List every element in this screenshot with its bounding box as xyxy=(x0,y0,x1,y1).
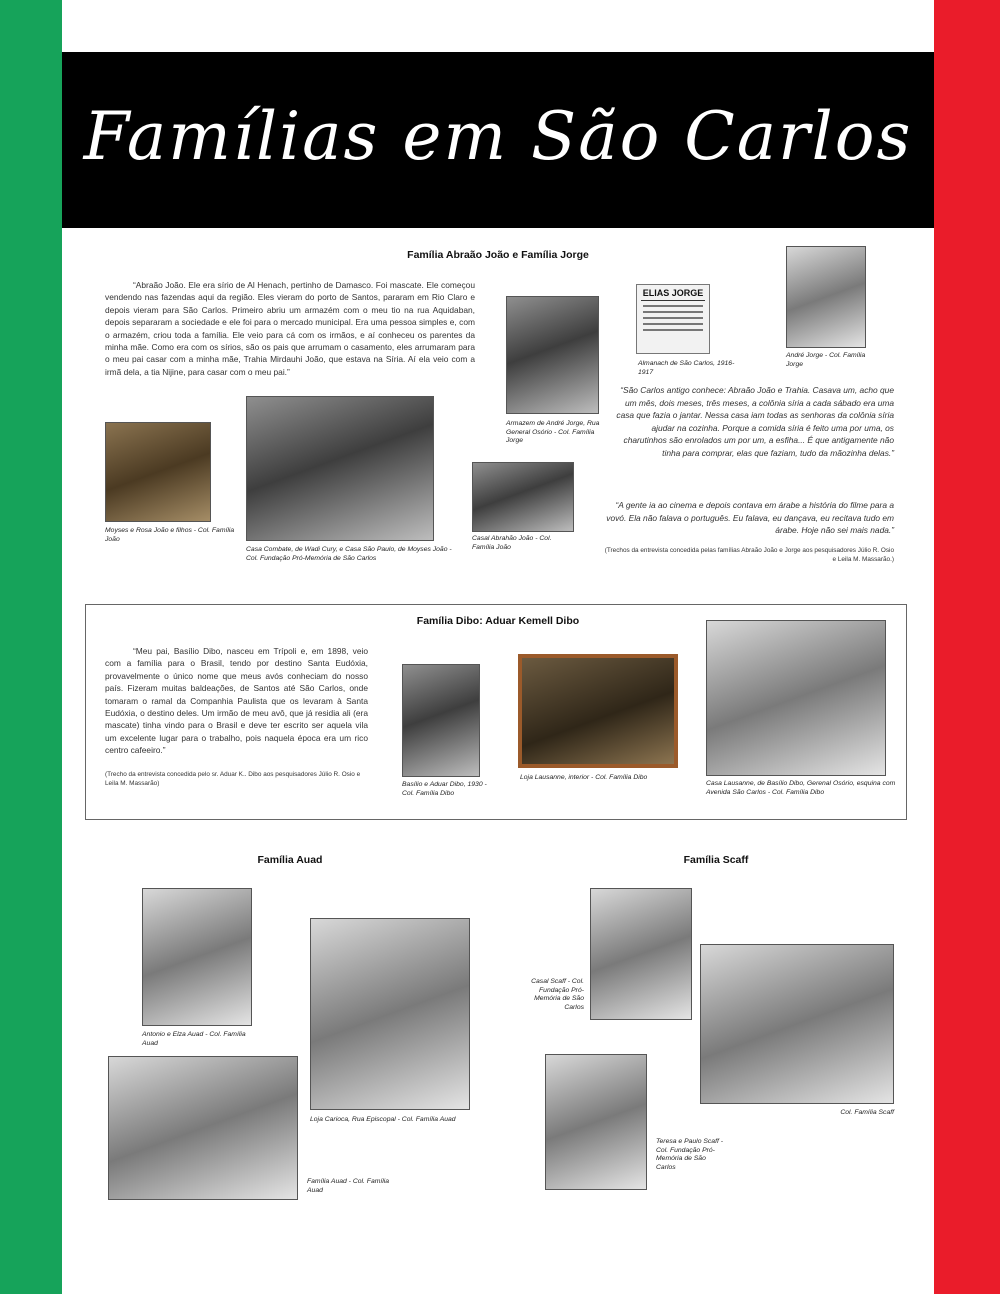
photo-armazem-andre xyxy=(506,296,599,414)
section-title-scaff: Família Scaff xyxy=(683,854,749,866)
caption-almanach: Almanach de São Carlos, 1916-1917 xyxy=(638,360,735,376)
caption-loja-lausanne-interior: Loja Lausanne, interior - Col. Família Dibo xyxy=(520,774,648,781)
quote-abraao: “Abraão João. Ele era sírio de Al Henach, pertinho de Damasco. Foi mascate. Ele começou vendendo nas fazendas aqui da região. Eles vieram do porto de Santos, pararam em Rio Claro e depois vieram para São Carlos. Primeiro abriu um armazém com o meu tio na rua Aquidaban, depois separaram a sociedade e ele foi para o mercado municipal. Era uma pessoa simples e, com o armazém, criou toda a família. Ele veio para cá com os irmãos, e aí conheceu os parentes da minha mãe. Como era com os sírios, são os pais que arrumam o casamento, eles arrumaram para o meu pai casar com a minha mãe, Trahia Mirdauhi João, que estava na Síria. Aí ela veio com a irmã dela, a tia Nijine, para casar com o meu pai.” xyxy=(105,280,475,377)
quote-colonia-siria: “São Carlos antigo conhece: Abraão João e Trahia. Casava um, acho que um mês, dois meses, três meses, a colônia síria a cada sábado era uma casa que fazia o jantar. Nessa casa iam todas as senhoras da colônia síria ajudar na cozinha. Porque a comida síria é feito uma por uma, os charutinhos são enrolados um por um, a esfiha... É que antigamente não tinha para comprar, elas que faziam, tudo da mãozinha delas.” xyxy=(616,385,894,458)
photo-casal-abrahao xyxy=(472,462,574,532)
red-stripe xyxy=(934,0,1000,1294)
caption-armazem-andre: Armazem de André Jorge, Rua General Osório - Col. Família Jorge xyxy=(506,420,600,445)
caption-teresa-paulo: Teresa e Paulo Scaff - Col. Fundação Pró-Memória de São Carlos xyxy=(656,1138,723,1171)
caption-loja-carioca: Loja Carioca, Rua Episcopal - Col. Família Auad xyxy=(310,1116,456,1123)
interview-note-1: (Trechos da entrevista concedida pelas famílias Abraão João e Jorge aos pesquisadores Júlio R. Osio e Leila M. Massarão.) xyxy=(604,547,894,563)
almanac-line xyxy=(643,323,703,325)
caption-moyses-rosa: Moyses e Rosa João e filhos - Col. Família João xyxy=(105,527,235,543)
caption-antonio-elza: Antonio e Elza Auad - Col. Família Auad xyxy=(142,1031,246,1047)
caption-familia-auad: Família Auad - Col. Família Auad xyxy=(307,1178,390,1194)
almanac-line xyxy=(643,329,703,331)
photo-casa-combate xyxy=(246,396,434,541)
page-title: Famílias em São Carlos xyxy=(83,98,913,175)
section-title-auad: Família Auad xyxy=(257,854,323,866)
title-banner xyxy=(62,52,934,228)
photo-andre-jorge xyxy=(786,246,866,348)
photo-basilio-aduar xyxy=(402,664,480,777)
almanac-name: ELIAS JORGE xyxy=(641,288,705,301)
photo-familia-scaff xyxy=(700,944,894,1104)
quote-cinema: “A gente ia ao cinema e depois contava em árabe a história do filme para a vovó. Ela não falava o português. Eu falava, eu dançava, eu recitava tudo em árabe. Hoje não sei mais nada.” xyxy=(606,500,894,536)
almanac-line xyxy=(643,305,703,307)
photo-loja-lausanne-interior xyxy=(518,654,678,768)
photo-casa-lausanne xyxy=(706,620,886,776)
photo-moyses-rosa xyxy=(105,422,211,522)
photo-casal-scaff xyxy=(590,888,692,1020)
caption-casa-combate: Casa Combate, de Wadi Cury, e Casa São Paulo, de Moyses João - Col. Fundação Pró-Memória de São Carlos xyxy=(246,546,452,562)
section-title-abraao-jorge: Família Abraão João e Família Jorge xyxy=(407,249,589,261)
photo-teresa-paulo xyxy=(545,1054,647,1190)
photo-antonio-elza xyxy=(142,888,252,1026)
caption-col-familia-scaff: Col. Família Scaff xyxy=(840,1109,894,1116)
green-stripe xyxy=(0,0,62,1294)
caption-casal-scaff: Casal Scaff - Col. Fundação Pró-Memória de São Carlos xyxy=(531,978,584,1011)
photo-loja-carioca xyxy=(310,918,470,1110)
almanac-line xyxy=(643,317,703,319)
interview-note-2: (Trecho da entrevista concedida pelo sr. Aduar K.. Dibo aos pesquisadores Júlio R. Osio e Leila M. Massarão) xyxy=(105,771,361,787)
quote-dibo: “Meu pai, Basílio Dibo, nasceu em Trípoli e, em 1898, veio com a família para o Brasil, tendo por destino Santa Eudóxia, provavelmente o único nome que meus avós conheciam do nosso país. Fizeram muitas baldeações, de Santos até São Carlos, onde tomaram o ramal da Companhia Paulista que os levaram à Santa Eudóxia, o destino deles. Um irmão de meu avô, que já residia ali (era mascate) tinha vindo para o Brasil e deve ter escrito ser aquela vila um excelente lugar para o trabalho, pois naquela época era um rico centro cafeeiro.” xyxy=(105,646,368,756)
photo-familia-auad xyxy=(108,1056,298,1200)
caption-casal-abrahao: Casal Abrahão João - Col. Família João xyxy=(472,535,552,551)
caption-andre-jorge: André Jorge - Col. Família Jorge xyxy=(786,352,866,368)
section-title-dibo: Família Dibo: Aduar Kemell Dibo xyxy=(416,615,580,627)
almanac-clipping xyxy=(636,284,710,354)
caption-casa-lausanne: Casa Lausanne, de Basílio Dibo, Gerenal Osório, esquina com Avenida São Carlos - Col. Família Dibo xyxy=(706,780,896,796)
caption-basilio-aduar: Basílio e Aduar Dibo, 1930 - Col. Família Dibo xyxy=(402,781,487,797)
almanac-line xyxy=(643,311,703,313)
